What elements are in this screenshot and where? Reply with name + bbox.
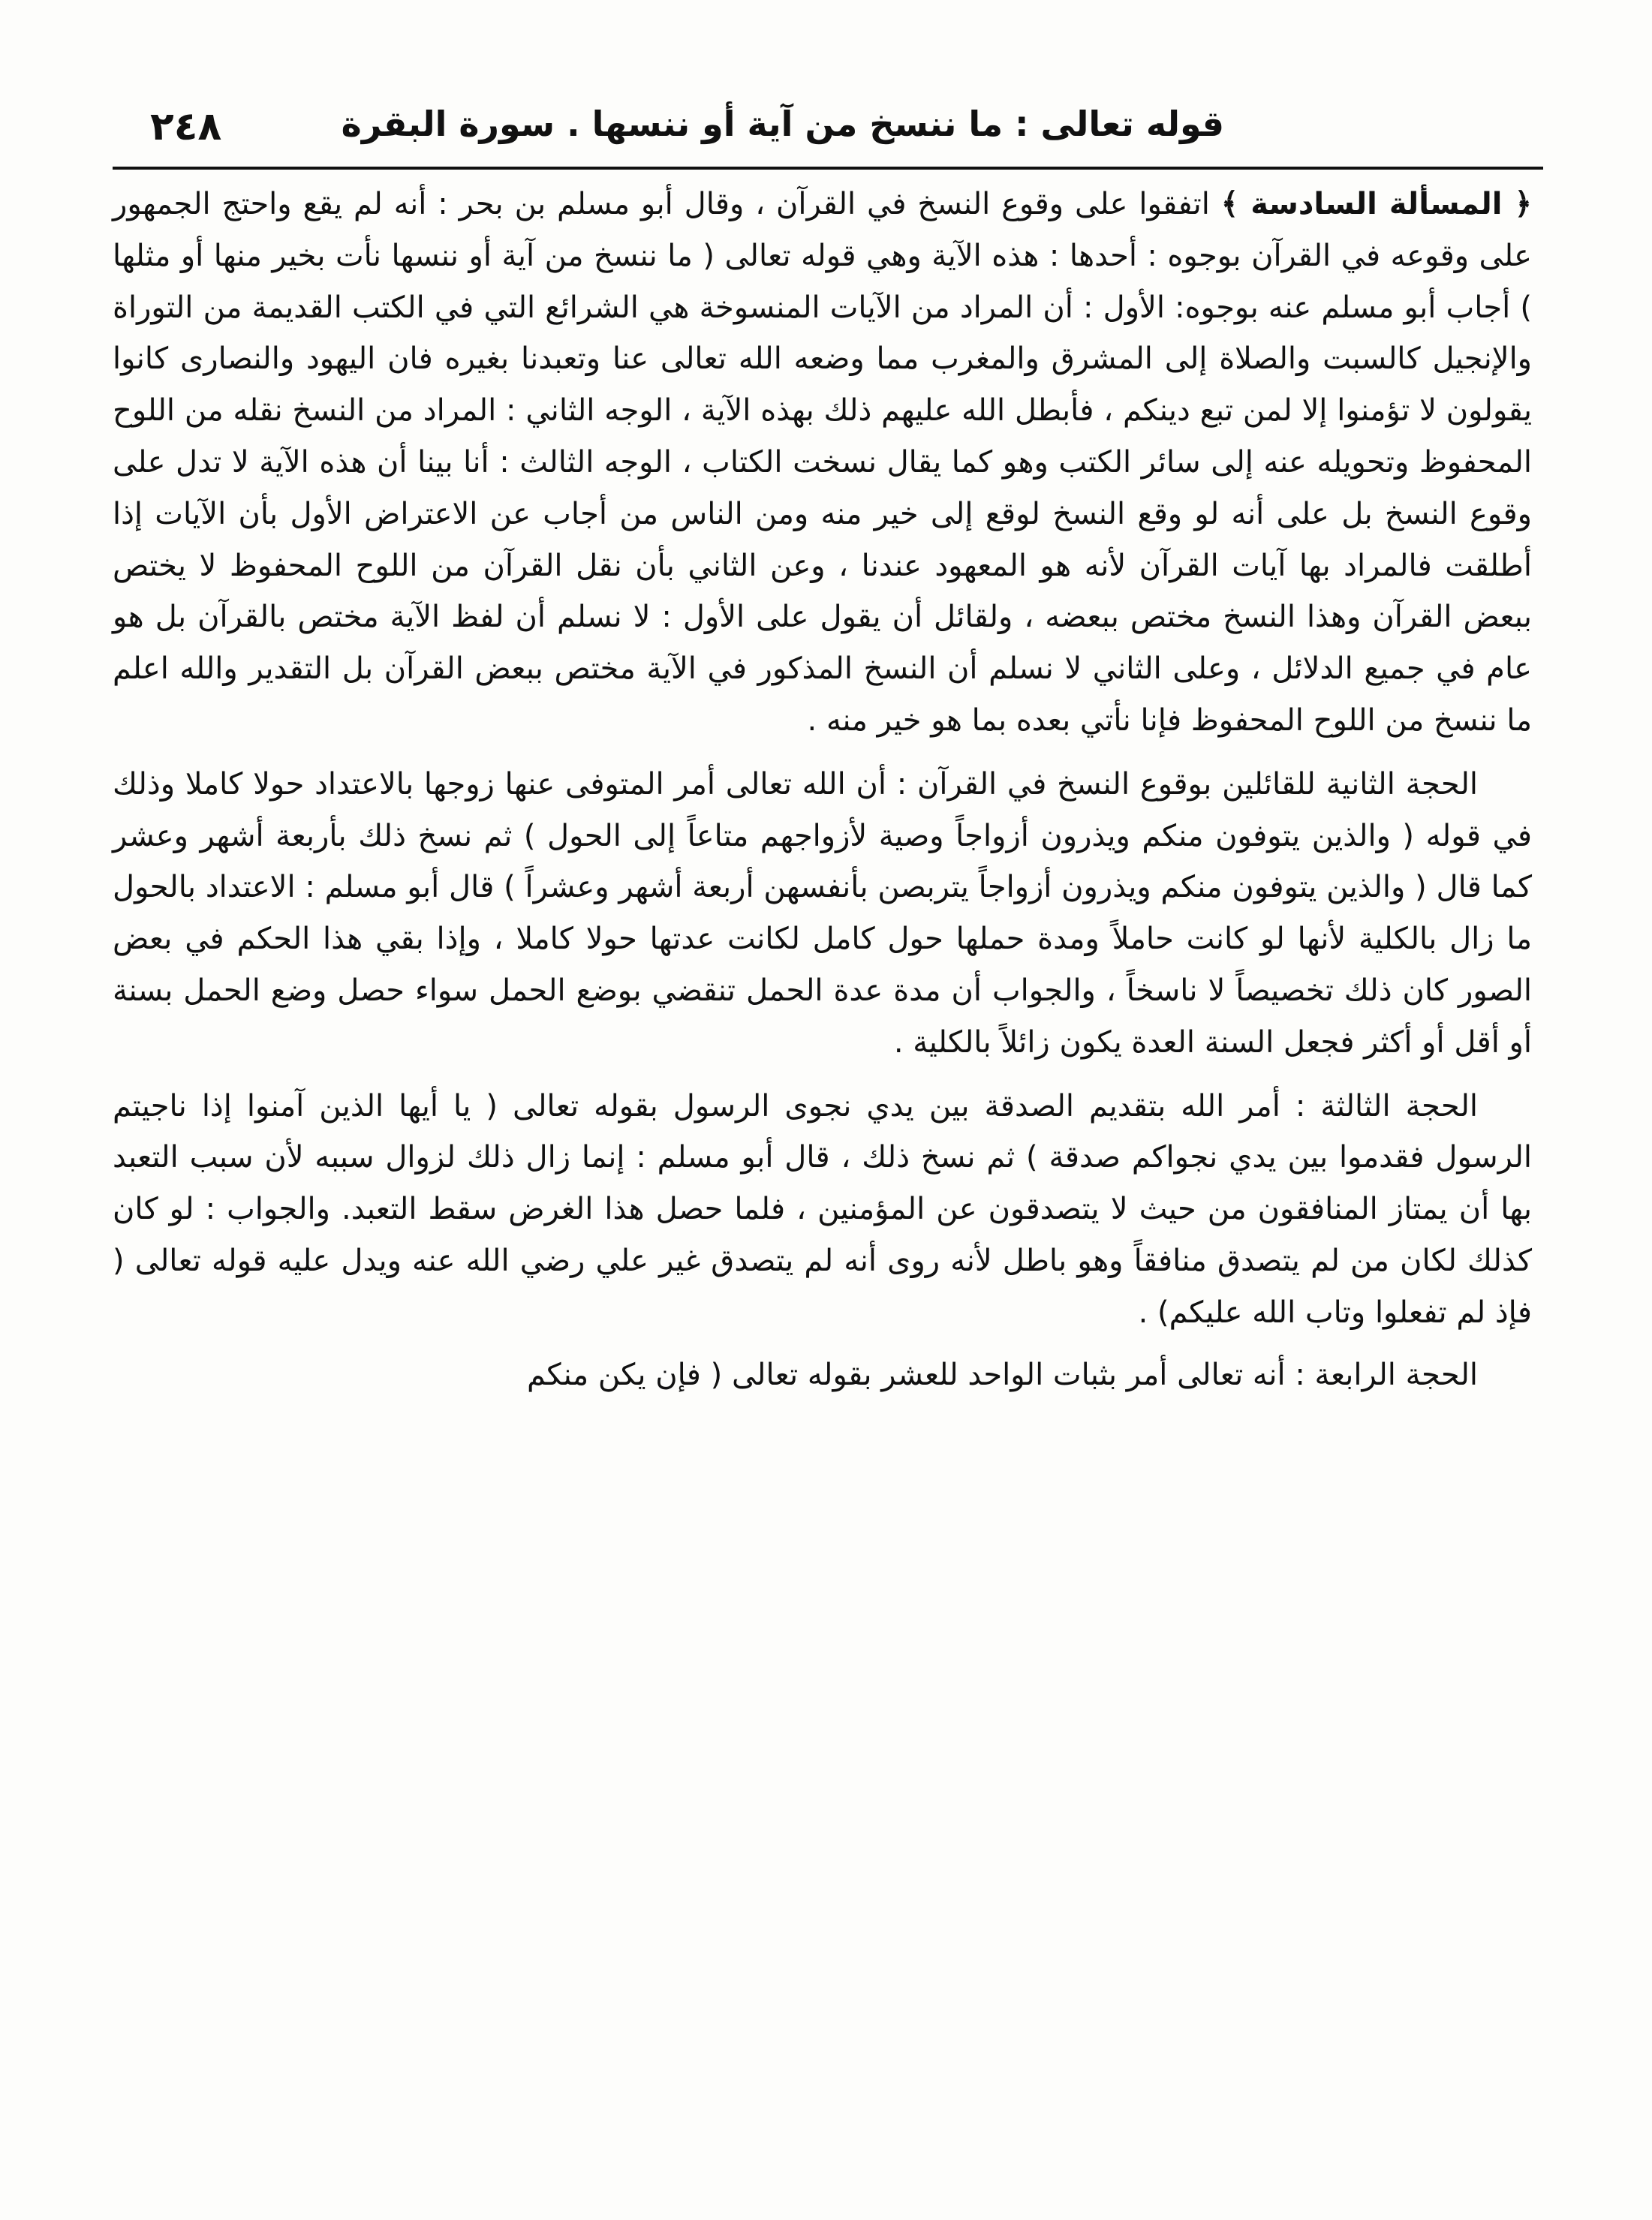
paragraph-third-argument: الحجة الثالثة : أمر الله بتقديم الصدقة بين يدي نجوى الرسول بقوله تعالى ( يا أيها الذين آمنوا إذا ناجيتم الرسول فقدموا بين يدي نجواكم صدقة ) ثم نسخ ذلك ، قال أبو مسلم : إنما زال ذلك لزوال سببه لأن سبب التعبد بها أن يمتاز المنافقون من حيث لا يتصدقون عن المؤمنين ، فلما حصل هذا الغرض سقط التعبد. والجواب : لو كان كذلك لكان من لم يتصدق منافقاً وهو باطل لأنه روى أنه لم يتصدق غير علي رضي الله عنه ويدل عليه قوله تعالى ( فإذ لم تفعلوا وتاب الله عليكم) . [113, 1088, 1532, 1330]
paragraph-text: اتفقوا على وقوع النسخ في القرآن ، وقال أبو مسلم بن بحر : أنه لم يقع واحتج الجمهور على وقوعه في القرآن بوجوه : أحدها : هذه الآية وهي قوله تعالى ( ما ننسخ من آية أو ننسها نأت بخير منها أو مثلها ) أجاب أبو مسلم عنه بوجوه: الأول : أن المراد من الآيات المنسوخة هي الشرائع التي في الكتب القديمة من التوراة والإنجيل كالسبت والصلاة إلى المشرق والمغرب مما وضعه الله تعالى عنا وتعبدنا بغيره فان اليهود والنصارى كانوا يقولون لا تؤمنوا إلا لمن تبع دينكم ، فأبطل الله عليهم ذلك بهذه الآية ، الوجه الثاني : المراد من النسخ نقله من اللوح المحفوظ وتحويله عنه إلى سائر الكتب وهو كما يقال نسخت الكتاب ، الوجه الثالث : أنا بينا أن هذه الآية لا تدل على وقوع النسخ بل على أنه لو وقع النسخ لوقع إلى خير منه ومن الناس من أجاب عن الاعتراض الأول بأن الآيات إذا أطلقت فالمراد بها آيات القرآن لأنه هو المعهود عندنا ، وعن الثاني بأن نقل القرآن من اللوح المحفوظ لا يختص ببعض القرآن وهذا النسخ مختص ببعضه ، ولقائل أن يقول على الأول : لا نسلم أن لفظ الآية مختص بالقرآن بل هو عام في جميع الدلائل ، وعلى الثاني لا نسلم أن النسخ المذكور في الآية مختص ببعض القرآن بل التقدير والله اعلم ما ننسخ من اللوح المحفوظ فإنا نأتي بعده بما هو خير منه . [113, 187, 1532, 738]
paragraph-second-argument: الحجة الثانية للقائلين بوقوع النسخ في القرآن : أن الله تعالى أمر المتوفى عنها زوجها بالاعتداد حولا كاملا وذلك في قوله ( والذين يتوفون منكم ويذرون أزواجاً وصية لأزواجهم متاعاً إلى الحول ) ثم نسخ ذلك بأربعة أشهر وعشر كما قال ( والذين يتوفون منكم ويذرون أزواجاً يتربصن بأنفسهن أربعة أشهر وعشراً ) قال أبو مسلم : الاعتداد بالحول ما زال بالكلية لأنها لو كانت حاملاً ومدة حملها حول كامل لكانت عدتها حولا كاملا ، وإذا بقي هذا الحكم في بعض الصور كان ذلك تخصيصاً لا ناسخاً ، والجواب أن مدة عدة الحمل تنقضي بوضع الحمل سواء حصل وضع الحمل بسنة أو أقل أو أكثر فجعل السنة العدة يكون زائلاً بالكلية . [113, 766, 1532, 1060]
running-title: قوله تعالى : ما ننسخ من آية أو ننسها . سورة البقرة [341, 104, 1224, 144]
section-heading: ﴿ المسألة السادسة ﴾ [1220, 187, 1533, 221]
header-divider [113, 167, 1543, 170]
page-body [113, 179, 1532, 1400]
page-number: ٢٤٨ [150, 104, 222, 149]
paragraph-sixth-issue [113, 179, 1532, 747]
paragraph-fourth-argument: الحجة الرابعة : أنه تعالى أمر بثبات الواحد للعشر بقوله تعالى ( فإن يكن منكم [526, 1357, 1478, 1392]
page-header [120, 90, 1539, 162]
